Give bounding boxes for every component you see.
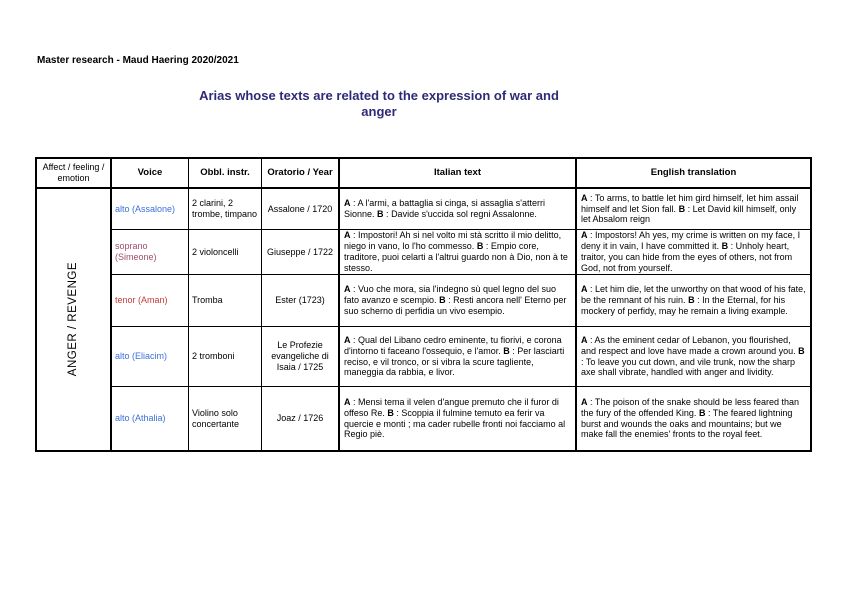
english-b-text: The feared lightning burst and wounds the oaks and mountains; but we make fall the enemies' fronts to the royal feet.	[581, 407, 793, 440]
section-b-label: B	[503, 345, 510, 356]
instr-cell: 2 clarini, 2 trombe, timpano	[189, 189, 262, 230]
english-text-cell: A : Let him die, let the unworthy on that wood of his fate, be the remnant of his ruin. B : In the Eternal, for his mockery of perfidy, may he remain a living example.	[577, 275, 810, 327]
italian-text-cell: A : Mensi tema il velen d'angue premuto che il furor di offeso Re. B : Scoppia il fulmine temuto ea ferir va quercie e monti ; ma cader rubelle fronti noi facciamo al Regio piè.	[340, 387, 577, 450]
instr-cell: Violino solo concertante	[189, 387, 262, 450]
column-header-italian: Italian text	[340, 159, 577, 189]
column-header-instr: Obbl. instr.	[189, 159, 262, 189]
voice-label: alto (Assalone)	[115, 203, 176, 214]
english-b-text: Let David kill himself, only let Absalom reign	[581, 203, 797, 225]
column-header-english: English translation	[577, 159, 810, 189]
title-line-2: anger	[361, 103, 397, 119]
section-b-label: B	[439, 295, 446, 306]
oratorio-cell: Ester (1723)	[262, 275, 340, 327]
section-b-label: B	[721, 241, 729, 252]
italian-b-text: Davide s'uccida sol regni Assalonne.	[391, 209, 537, 219]
section-a-label: A	[581, 396, 588, 407]
english-a-text: As the eminent cedar of Lebanon, you flourished, and respect and love have made a crown around you.	[581, 334, 796, 356]
english-b-text: In the Eternal, for his mockery of perfidy, may he remain a living example.	[581, 295, 788, 316]
italian-text-cell: A : A l'armi, a battaglia si cinga, si assaglia s'atterri Sionne. B : Davide s'uccida sol regni Assalonne.	[340, 189, 577, 230]
section-b-label: B	[377, 209, 384, 219]
column-header-oratorio: Oratorio / Year	[262, 159, 340, 189]
section-b-label: B	[688, 295, 695, 306]
document-title	[169, 88, 589, 119]
oratorio-cell: Joaz / 1726	[262, 387, 340, 450]
english-text-cell: A : Impostors! Ah yes, my crime is written on my face, I deny it in vain, I have committed it. B : Unholy heart, traitor, you can hide from the eyes of others, not from God, not from yourself.	[577, 230, 810, 275]
voice-label: tenor (Aman)	[115, 295, 168, 306]
italian-a-text: Impostori! Ah si nel volto mi stà scritto il mio delitto, niego in vano, lo l'ho commesso.	[344, 230, 562, 252]
section-a-label: A	[344, 334, 351, 345]
section-a-label: A	[581, 230, 588, 241]
italian-text-cell: A : Vuo che mora, sia l'indegno sù quel legno del suo fato avanzo e scempio. B : Resti ancora nell' Eterno per suo scherno di perfidia un vivo esempio.	[340, 275, 577, 327]
english-text-cell: A : The poison of the snake should be less feared than the fury of the offended King. B : The feared lightning burst and wounds the oaks and mountains; but we make fall the enemies' fronts to the royal feet.	[581, 396, 799, 440]
italian-a-text: Qual del Libano cedro eminente, tu fiorivi, e corona d'intorno ti faceano l'ossequio, e l'amor.	[344, 334, 562, 356]
english-b-text: Unholy heart, traitor, you can hide from the eyes of others, not from God, not from yourself.	[581, 241, 793, 273]
voice-cell	[112, 230, 189, 275]
oratorio-cell: Le Profezie evangeliche di Isaia / 1725	[262, 327, 340, 387]
emotion-label: ANGER / REVENGE	[66, 262, 79, 377]
voice-cell	[112, 387, 189, 450]
italian-b-text: Resti ancora nell' Eterno per suo scherno di perfidia un vivo esempio.	[344, 295, 567, 316]
english-a-text: To arms, to battle let him gird himself, let him assail himself and let Sion fall.	[581, 192, 799, 214]
section-b-label: B	[387, 407, 394, 418]
arias-table	[35, 157, 812, 452]
section-a-label: A	[581, 192, 588, 203]
oratorio-cell: Assalone / 1720	[262, 189, 340, 230]
italian-b-text: Per lasciarti reciso, e vil tronco, or si vibra la scure tagliente, maneggia da rabbia, e livor.	[344, 345, 565, 378]
document-header: Master research - Maud Haering 2020/2021	[37, 55, 239, 66]
english-b-text: To leave you cut down, and vile trunk, now the sharp axe shall vibrate, handled with anger and lividity.	[581, 356, 795, 378]
column-header-voice: Voice	[112, 159, 189, 189]
instr-cell: 2 violoncelli	[189, 230, 262, 275]
instr-cell: 2 tromboni	[189, 327, 262, 387]
section-b-label: B	[476, 241, 484, 252]
english-text-cell: A : As the eminent cedar of Lebanon, you flourished, and respect and love have made a crown around you. B : To leave you cut down, and vile trunk, now the sharp axe shall vibrate, handled with anger and lividity.	[577, 327, 810, 387]
emotion-category-cell	[37, 189, 112, 450]
voice-cell	[112, 189, 189, 230]
voice-cell	[112, 327, 189, 387]
title-line-1: Arias whose texts are related to the expression of war and	[199, 88, 559, 103]
english-a-text: Impostors! Ah yes, my crime is written on my face, I deny it in vain, I have committed it.	[581, 230, 801, 252]
section-a-label: A	[344, 198, 351, 209]
section-b-label: B	[798, 345, 805, 356]
italian-b-text: Scoppia il fulmine temuto ea ferir va quercie e monti ; ma cader rubelle fronti noi facciamo al Regio piè.	[344, 407, 566, 440]
italian-a-text: Vuo che mora, sia l'indegno sù quel legno del suo fato avanzo e scempio.	[344, 284, 557, 306]
italian-a-text: A l'armi, a battaglia si cinga, si assaglia s'atterri Sionne.	[344, 198, 546, 219]
section-b-label: B	[678, 203, 686, 214]
oratorio-cell: Giuseppe / 1722	[262, 230, 340, 275]
section-b-label: B	[698, 407, 706, 418]
instr-cell: Tromba	[189, 275, 262, 327]
column-header-affect: Affect / feeling / emotion	[37, 159, 112, 189]
english-a-text: Let him die, let the unworthy on that wood of his fate, be the remnant of his ruin.	[581, 284, 806, 306]
voice-label: soprano (Simeone)	[115, 241, 157, 262]
italian-b-text: Empio core, traditore, puoi celarti a l'altrui guardo non à Dio, non à te stesso.	[344, 241, 568, 273]
italian-a-text: Mensi tema il velen d'angue premuto che il furor di offeso Re.	[344, 396, 559, 418]
voice-label: alto (Eliacim)	[115, 351, 168, 362]
section-a-label: A	[344, 230, 351, 241]
italian-text-cell: A : Qual del Libano cedro eminente, tu fiorivi, e corona d'intorno ti faceano l'ossequio, e l'amor. B : Per lasciarti reciso, e vil tronco, or si vibra la scure tagliente, maneggia da rabbia, e livor.	[340, 327, 577, 387]
section-a-label: A	[344, 284, 351, 295]
section-a-label: A	[581, 284, 588, 295]
italian-text-cell: A : Impostori! Ah si nel volto mi stà scritto il mio delitto, niego in vano, lo l'ho commesso. B : Empio core, traditore, puoi celarti a l'altrui guardo non à Dio, non à te stesso.	[340, 230, 577, 275]
english-text-cell: A : To arms, to battle let him gird himself, let him assail himself and let Sion fall. B : Let David kill himself, only let Absalom reign	[577, 189, 810, 230]
section-a-label: A	[581, 334, 588, 345]
voice-label: alto (Athalia)	[115, 413, 166, 424]
voice-cell	[112, 275, 189, 327]
section-a-label: A	[344, 396, 351, 407]
english-a-text: The poison of the snake should be less feared than the fury of the offended King.	[581, 396, 799, 418]
